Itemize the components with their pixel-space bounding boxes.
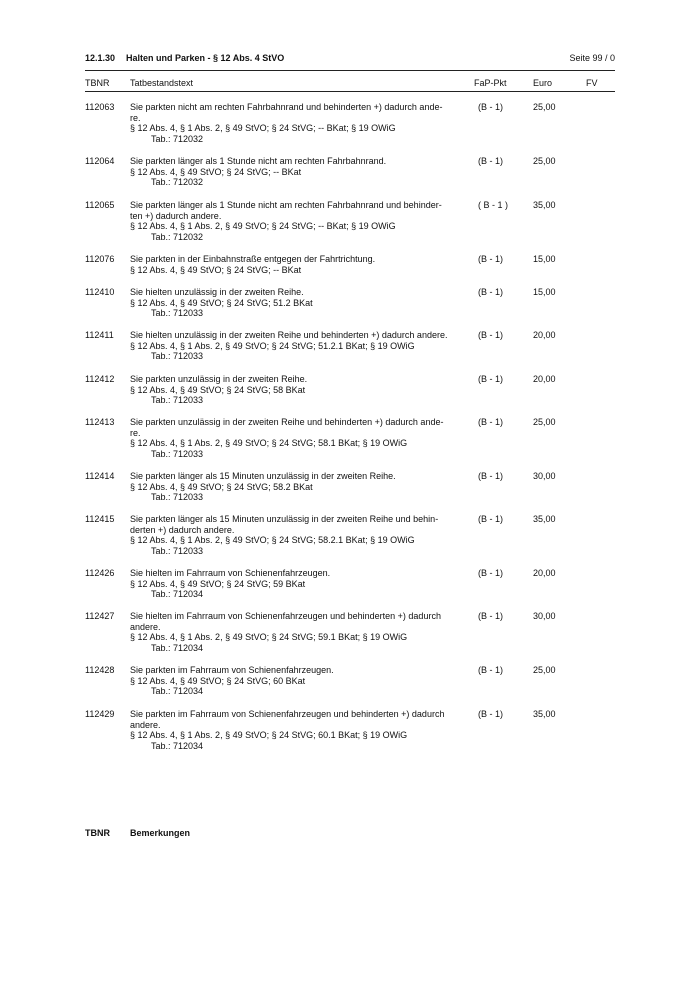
row-tbnr: 112426 [85, 568, 115, 578]
row-tbnr: 112413 [85, 417, 115, 427]
row-text-line: Sie parkten in der Einbahnstraße entgegen der Fahrtrichtung. [130, 254, 376, 264]
row-text-line: § 12 Abs. 4, § 1 Abs. 2, § 49 StVO; § 24 StVG; -- BKat; § 19 OWiG [130, 123, 396, 134]
row-euro-amount: 30,00 [533, 471, 556, 481]
row-fap-points: (B - 1) [478, 102, 504, 112]
row-text-line: Sie hielten unzulässig in der zweiten Reihe und behinderten +) dadurch andere. [130, 330, 448, 340]
row-text-line: § 12 Abs. 4, § 1 Abs. 2, § 49 StVO; § 24 StVG; 58.1 BKat; § 19 OWiG [130, 438, 408, 449]
row-euro-amount: 35,00 [533, 709, 556, 719]
section-title: Halten und Parken - § 12 Abs. 4 StVO [126, 53, 285, 63]
row-text [130, 568, 470, 600]
row-tbnr: 112410 [85, 287, 115, 297]
row-fap-points: (B - 1) [478, 374, 504, 384]
row-text-line: ten +) dadurch andere. [130, 210, 222, 221]
page-header [85, 53, 615, 63]
row-text-line: § 12 Abs. 4, § 49 StVO; § 24 StVG; 51.2 BKat [130, 297, 313, 308]
row-fap-points: (B - 1) [478, 568, 504, 578]
row-text-line: Sie parkten länger als 1 Stunde nicht am rechten Fahrbahnrand und behinder- [130, 200, 442, 210]
row-tab-reference: Tab.: 712033 [151, 449, 204, 460]
row-euro-amount: 20,00 [533, 330, 556, 340]
row-text-line: Sie parkten unzulässig in der zweiten Reihe. [130, 374, 308, 384]
row-text-line: Sie parkten unzulässig in der zweiten Reihe und behinderten +) dadurch ande- [130, 417, 444, 427]
row-tbnr: 112428 [85, 665, 115, 675]
row-text-line: § 12 Abs. 4, § 1 Abs. 2, § 49 StVO; § 24 StVG; 58.2.1 BKat; § 19 OWiG [130, 535, 415, 546]
row-tab-reference: Tab.: 712032 [151, 177, 204, 188]
row-tbnr: 112412 [85, 374, 115, 384]
row-text-line: Sie hielten unzulässig in der zweiten Reihe. [130, 287, 304, 297]
row-tab-reference: Tab.: 712033 [151, 546, 204, 557]
row-text [130, 102, 470, 145]
row-text-line: § 12 Abs. 4, § 49 StVO; § 24 StVG; 60 BKat [130, 675, 306, 686]
row-euro-amount: 35,00 [533, 514, 556, 524]
row-euro-amount: 15,00 [533, 254, 556, 264]
row-fap-points: (B - 1) [478, 611, 504, 621]
page-info: Seite 99 / 0 [569, 53, 615, 63]
row-tab-reference: Tab.: 712033 [151, 308, 204, 319]
row-fap-points: (B - 1) [478, 254, 504, 264]
row-text-line: § 12 Abs. 4, § 1 Abs. 2, § 49 StVO; § 24 StVG; 51.2.1 BKat; § 19 OWiG [130, 340, 415, 351]
row-euro-amount: 25,00 [533, 102, 556, 112]
row-tbnr: 112427 [85, 611, 115, 621]
row-euro-amount: 30,00 [533, 611, 556, 621]
row-fap-points: (B - 1) [478, 156, 504, 166]
row-fap-points: (B - 1) [478, 709, 504, 719]
row-euro-amount: 25,00 [533, 417, 556, 427]
row-tbnr: 112064 [85, 156, 115, 166]
row-text-line: Sie parkten länger als 15 Minuten unzulässig in der zweiten Reihe. [130, 471, 396, 481]
row-text-line: § 12 Abs. 4, § 49 StVO; § 24 StVG; -- BKat [130, 166, 302, 177]
row-tbnr: 112411 [85, 330, 114, 340]
row-text [130, 611, 470, 654]
row-text-line: andere. [130, 719, 161, 730]
row-text [130, 709, 470, 752]
row-fap-points: (B - 1) [478, 417, 504, 427]
footer-tbnr: TBNR [85, 828, 110, 838]
row-text-line: derten +) dadurch andere. [130, 524, 235, 535]
row-text-line: § 12 Abs. 4, § 1 Abs. 2, § 49 StVO; § 24 StVG; -- BKat; § 19 OWiG [130, 221, 396, 232]
row-euro-amount: 20,00 [533, 568, 556, 578]
row-fap-points: (B - 1) [478, 471, 504, 481]
row-euro-amount: 35,00 [533, 200, 556, 210]
row-tbnr: 112063 [85, 102, 115, 112]
row-tab-reference: Tab.: 712034 [151, 686, 204, 697]
column-header-fap: FaP-Pkt [474, 78, 507, 88]
row-tab-reference: Tab.: 712033 [151, 395, 204, 406]
row-tab-reference: Tab.: 712034 [151, 741, 204, 752]
row-tbnr: 112065 [85, 200, 115, 210]
row-euro-amount: 25,00 [533, 156, 556, 166]
row-text-line: Sie parkten länger als 1 Stunde nicht am rechten Fahrbahnrand. [130, 156, 387, 166]
row-fap-points: (B - 1) [478, 514, 504, 524]
row-text-line: § 12 Abs. 4, § 49 StVO; § 24 StVG; -- BKat [130, 264, 302, 275]
row-text-line: Sie parkten im Fahrraum von Schienenfahrzeugen und behinderten +) dadurch [130, 709, 445, 719]
row-text-line: Sie parkten im Fahrraum von Schienenfahrzeugen. [130, 665, 334, 675]
row-tab-reference: Tab.: 712034 [151, 589, 204, 600]
row-text-line: § 12 Abs. 4, § 49 StVO; § 24 StVG; 58.2 BKat [130, 481, 313, 492]
header-bottom-rule [85, 91, 615, 92]
row-tbnr: 112414 [85, 471, 115, 481]
row-fap-points: (B - 1) [478, 287, 504, 297]
row-text-line: Sie hielten im Fahrraum von Schienenfahrzeugen und behinderten +) dadurch [130, 611, 441, 621]
row-text [130, 374, 470, 406]
column-header-tbnr: TBNR [85, 78, 110, 88]
row-text-line: re. [130, 112, 141, 123]
row-text-line: Sie parkten länger als 15 Minuten unzulässig in der zweiten Reihe und behin- [130, 514, 439, 524]
row-text-line: andere. [130, 621, 161, 632]
row-text-line: re. [130, 427, 141, 438]
row-fap-points: ( B - 1 ) [478, 200, 509, 210]
column-header-text: Tatbestandstext [130, 78, 194, 88]
row-euro-amount: 20,00 [533, 374, 556, 384]
row-text [130, 417, 470, 460]
row-tab-reference: Tab.: 712034 [151, 643, 204, 654]
row-euro-amount: 15,00 [533, 287, 556, 297]
row-fap-points: (B - 1) [478, 665, 504, 675]
footer-remarks: Bemerkungen [130, 828, 191, 838]
row-text [130, 665, 470, 697]
row-text [130, 287, 470, 319]
row-text [130, 156, 470, 188]
row-text [130, 254, 470, 275]
header-top-rule [85, 70, 615, 71]
row-tab-reference: Tab.: 712033 [151, 351, 204, 362]
section-number: 12.1.30 [85, 53, 116, 63]
row-tbnr: 112429 [85, 709, 115, 719]
row-tab-reference: Tab.: 712032 [151, 232, 204, 243]
row-text [130, 471, 470, 503]
row-text [130, 514, 470, 557]
row-text-line: Sie parkten nicht am rechten Fahrbahnrand und behinderten +) dadurch ande- [130, 102, 443, 112]
row-text-line: § 12 Abs. 4, § 49 StVO; § 24 StVG; 58 BKat [130, 384, 306, 395]
row-tab-reference: Tab.: 712032 [151, 134, 204, 145]
row-text-line: Sie hielten im Fahrraum von Schienenfahrzeugen. [130, 568, 331, 578]
row-tbnr: 112415 [85, 514, 115, 524]
row-text-line: § 12 Abs. 4, § 49 StVO; § 24 StVG; 59 BKat [130, 578, 306, 589]
row-text-line: § 12 Abs. 4, § 1 Abs. 2, § 49 StVO; § 24 StVG; 59.1 BKat; § 19 OWiG [130, 632, 408, 643]
column-header-euro: Euro [533, 78, 553, 88]
row-euro-amount: 25,00 [533, 665, 556, 675]
row-tbnr: 112076 [85, 254, 115, 264]
row-tab-reference: Tab.: 712033 [151, 492, 204, 503]
row-fap-points: (B - 1) [478, 330, 504, 340]
column-header-fv: FV [586, 78, 598, 88]
row-text [130, 200, 470, 243]
row-text-line: § 12 Abs. 4, § 1 Abs. 2, § 49 StVO; § 24 StVG; 60.1 BKat; § 19 OWiG [130, 730, 408, 741]
row-text [130, 330, 470, 362]
